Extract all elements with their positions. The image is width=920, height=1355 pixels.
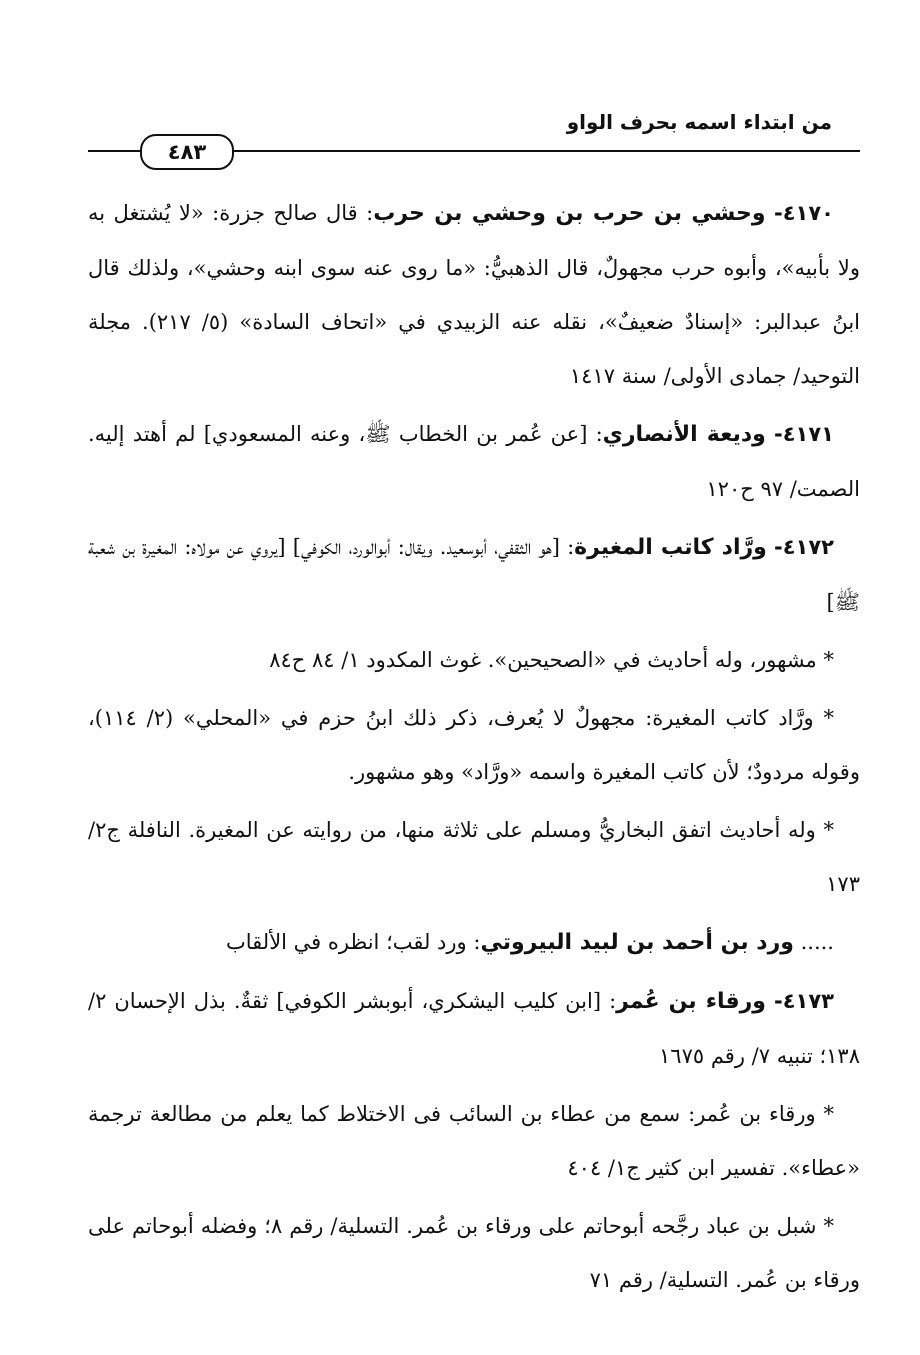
entry-number: ٤١٧٠- xyxy=(774,201,834,225)
note: * شبل بن عباد رجَّحه أبوحاتم على ورقاء بن عُمر. التسلية/ رقم ٨؛ وفضله أبوحاتم على ورقاء بن عُمر. التسلية/ رقم ٧١ xyxy=(88,1214,860,1292)
entry-text: : [عن عُمر بن الخطاب ﷺ، وعنه المسعودي] لم أهتد إليه. الصمت/ ٩٧ ح١٢٠ xyxy=(88,422,860,501)
running-header: من ابتداء اسمه بحرف الواو xyxy=(566,110,832,134)
entry-4173 xyxy=(88,974,860,1083)
entry-name: وحشي بن حرب بن وحشي بن حرب xyxy=(373,201,766,226)
entry-text: : [ابن كليب اليشكري، أبوبشر الكوفي] ثقةٌ. بذل الإحسان ٢/ ١٣٨؛ تنبيه ٧/ رقم ١٦٧٥ xyxy=(88,989,860,1068)
entry-number: ٤١٧٢- xyxy=(774,535,834,559)
entry-name: ورَّاد كاتب المغيرة xyxy=(574,535,767,560)
entry-4172 xyxy=(88,520,860,629)
entry-4171 xyxy=(88,407,860,516)
entry-4170 xyxy=(88,186,860,403)
entry-name: ورقاء بن عُمر xyxy=(616,989,766,1014)
page-number: ٤٨٣ xyxy=(140,134,234,170)
entry-number: ٤١٧١- xyxy=(774,422,834,446)
note: * وله أحاديث اتفق البخاريُّ ومسلم على ثلاثة منها، من روايته عن المغيرة. النافلة ج٢/ ١٧٣ xyxy=(88,818,860,896)
cross-ref-text: : ورد لقب؛ انظره في الألقاب xyxy=(226,930,481,954)
entry-name: وديعة الأنصاري xyxy=(602,422,766,447)
entry-number: ٤١٧٣- xyxy=(774,989,834,1013)
page-content xyxy=(88,186,860,1311)
note: * مشهور، وله أحاديث في «الصحيحين». غوث المكدود ١/ ٨٤ ح٨٤ xyxy=(269,648,834,672)
cross-ref-name: ورد بن أحمد بن لبيد البيروتي xyxy=(480,930,794,955)
cross-ref-dots: ..... xyxy=(800,930,834,954)
note: * ورَّاد كاتب المغيرة: مجهولٌ لا يُعرف، ذكر ذلك ابنُ حزم في «المحلي» (٢/ ١١٤)، وقوله مردودٌ؛ لأن كاتب المغيرة واسمه «ورَّاد» وهو مشهور. xyxy=(88,706,860,784)
entry-text: : قال صالح جزرة: «لا يُشتغل به ولا بأبيه»، وأبوه حرب مجهولٌ، قال الذهبيُّ: «ما روى عنه سوى ابنه وحشي»، ولذلك قال ابنُ عبدالبر: «إسنادٌ ضعيفٌ»، نقله عنه الزبيدي في «اتحاف السادة» (٥/ ٢١٧). مجلة التوحيد/ جمادى الأولى/ سنة ١٤١٧ xyxy=(88,201,860,388)
cross-reference xyxy=(88,915,860,970)
note: * ورقاء بن عُمر: سمع من عطاء بن السائب فى الاختلاط كما يعلم من مطالعة ترجمة «عطاء». تفسير ابن كثير ج١/ ٤٠٤ xyxy=(88,1102,860,1180)
entry-text: : [هو الثقفي، أبوسعيد. ويقال: أبوالورد، الكوفي] [يروي عن مولاه: المغيرة بن شعبة ﷺ] xyxy=(88,535,860,614)
